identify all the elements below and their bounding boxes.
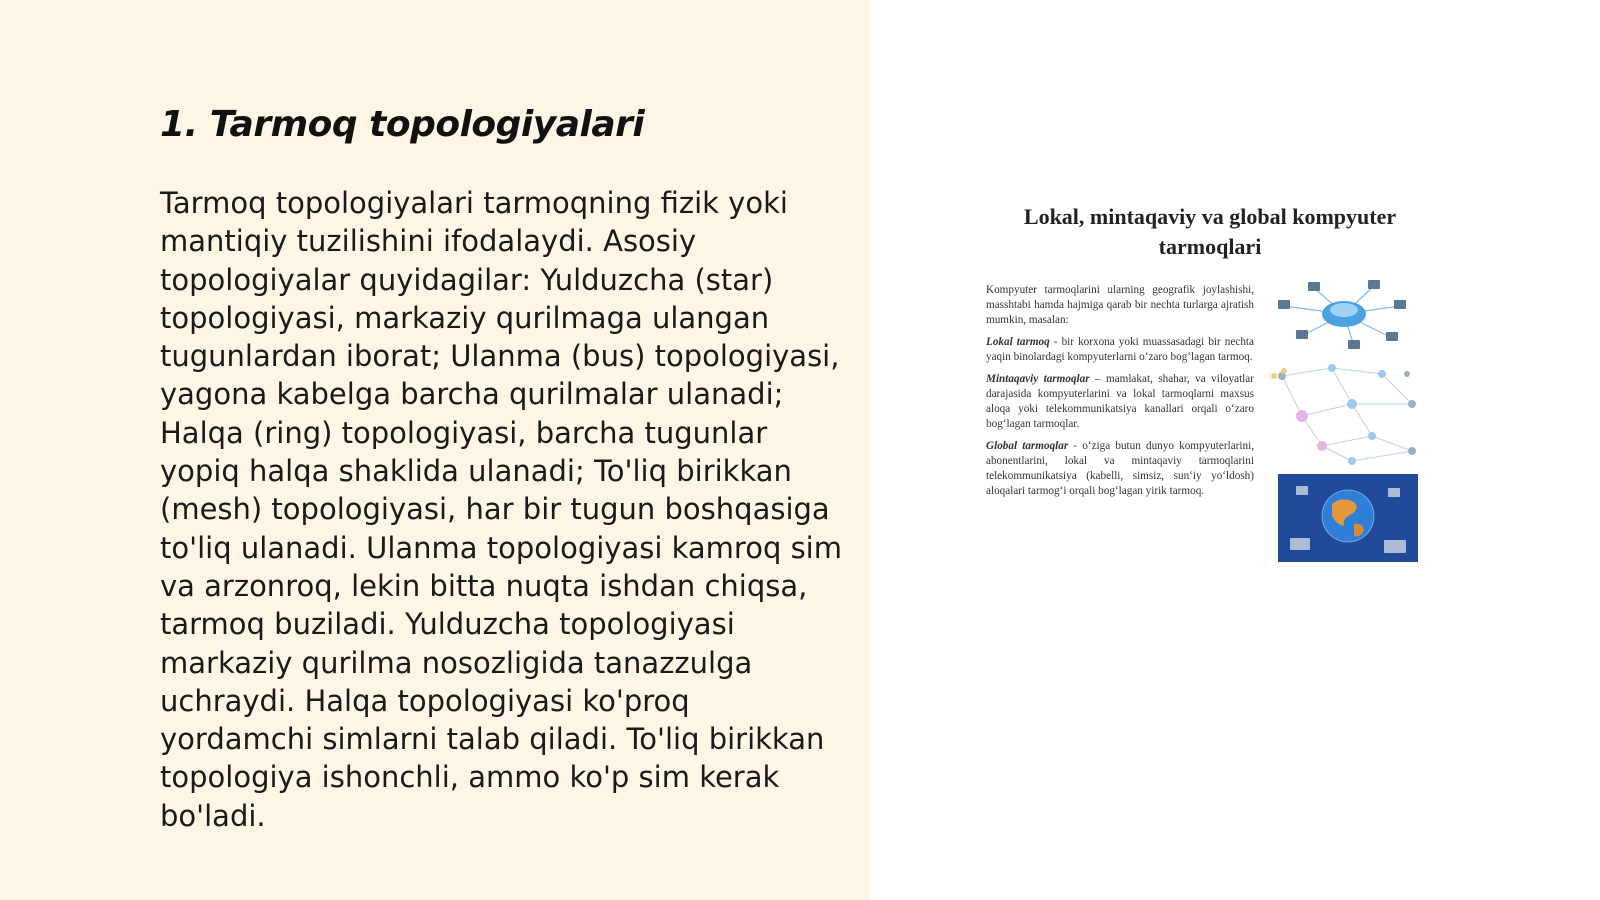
document-image-text <box>986 283 1254 506</box>
doc-global <box>986 439 1254 499</box>
slide-body-text: Tarmoq topologiyalari tarmoqning fizik yoki mantiqiy tuzilishini ifodalaydi. Asosiy topologiyalar quyidagilar: Yulduzcha (star) topologiyasi, markaziy qurilmaga ulangan tugunlardan iborat; Ulanma (bus) topologiyasi, yagona kabelga barcha qurilmalar ulanadi; Halqa (ring) topologiyasi, barcha tugunlar yopiq halqa shaklida ulanadi; To'liq birikkan (mesh) topologiyasi, har bir tugun boshqasiga to'liq ulanadi. Ulanma topologiyasi kamroq sim va arzonroq, lekin bitta nuqta ishdan chiqsa, tarmoq buziladi. Yulduzcha topologiyasi markaziy qurilma nosozligida tanazzulga uchraydi. Halqa topologiyasi ko'proq yordamchi simlarni talab qiladi. To'liq birikkan topologiya ishonchli, ammo ko'p sim kerak bo'ladi. <box>160 186 842 833</box>
doc-global-term: Global tarmoqlar <box>986 440 1069 452</box>
doc-lokal-text: - bir korxona yoki muassasadagi bir nechta yaqin binolardagi kompyuterlarni o‘zaro bog‘lagan tarmoq. <box>986 336 1254 363</box>
slide-title: 1. Tarmoq topologiyalari <box>160 104 645 145</box>
doc-mintaqaviy-text: – mamlakat, shahar, va viloyatlar darajasida kompyuterlarini va lokal tarmoqlarni maxsus aloqa yoki telekommunikatsiya kanallari orqali o‘zaro bog‘lagan tarmoqlar. <box>986 373 1254 430</box>
doc-global-text: - o‘ziga butun dunyo kompyuterlarini, abonentlarini, lokal va mintaqaviy tarmoqlarini telekommunikatsiya (kabelli, simsiz, sun‘iy yo‘ldosh) aloqalari tarmog‘i orqali bog‘lagan yirik tarmoq. <box>986 440 1254 497</box>
doc-mintaqaviy <box>986 372 1254 432</box>
document-image-title: Lokal, mintaqaviy va global kompyuter tarmoqlari <box>1023 204 1397 259</box>
doc-intro: Kompyuter tarmoqlarini ularning geografik joylashishi, masshtabi hamda hajmiga qarab bir nechta turlarga ajratish mumkin, masalan: <box>986 284 1254 326</box>
star-network-icon <box>1278 280 1406 349</box>
network-illustration <box>1262 276 1426 576</box>
document-image <box>980 198 1440 576</box>
globe-icon <box>1278 474 1418 562</box>
mesh-network-icon <box>1271 364 1416 465</box>
doc-mintaqaviy-term: Mintaqaviy tarmoqlar <box>986 373 1090 385</box>
doc-lokal <box>986 335 1254 365</box>
doc-lokal-term: Lokal tarmoq <box>986 336 1050 348</box>
